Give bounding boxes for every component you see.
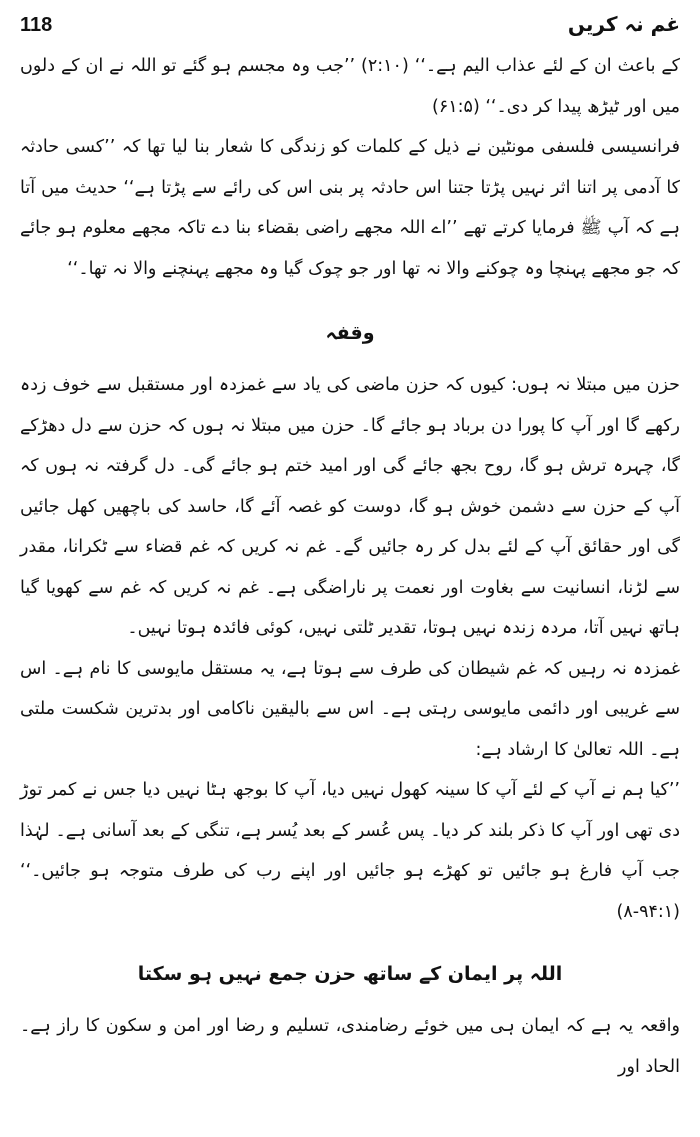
page-header — [20, 12, 680, 46]
running-title: غم نہ کریں — [567, 12, 680, 36]
page-number: 118 — [20, 14, 53, 36]
quran-quote-paragraph: ’’کیا ہم نے آپ کے لئے آپ کا سینہ کھول نہیں دیا، آپ کا بوجھ ہٹا نہیں دیا جس نے کمر توڑ دی تھی اور آپ کا ذکر بلند کر دیا۔ پس عُسر کے بعد یُسر ہے، تنگی کے بعد آسانی ہے۔ لہٰذا جب آپ فارغ ہو جائیں تو کھڑے ہو جائیں اور اپنے رب کی طرف متوجہ ہو جائیں۔‘‘ (۹۴:۱-۸) — [20, 780, 680, 922]
section-heading: اللہ پر ایمان کے ساتھ حزن جمع نہیں ہو سکتا — [137, 963, 563, 985]
paragraph: واقعہ یہ ہے کہ ایمان ہی میں خوئے رضامندی، تسلیم و رضا اور امن و سکون کا راز ہے۔ الحاد اور — [20, 1016, 680, 1077]
paragraph: فرانسیسی فلسفی مونٹین نے ذیل کے کلمات کو زندگی کا شعار بنا لیا تھا کہ ’’کسی حادثہ کا آدمی پر اتنا اثر نہیں پڑتا جتنا اس حادثہ پر بنی اس کی رائے سے پڑتا ہے‘‘ حدیث میں آتا ہے کہ آپ ﷺ فرمایا کرتے تھے ’’اے اللہ مجھے راضی بقضاء بنا دے تاکہ مجھے معلوم ہو جائے کہ جو مجھے پہنچا وہ چوکنے والا نہ تھا اور جو چوک گیا وہ مجھے پہنچنے والا نہ تھا۔‘‘ — [20, 137, 680, 279]
section-heading: وقفہ — [325, 322, 375, 344]
body-text — [20, 46, 680, 1087]
paragraph: کے باعث ان کے لئے عذاب الیم ہے۔‘‘ (۲:۱۰) ’’جب وہ مجسم ہو گئے تو اللہ نے ان کے دلوں میں اور ٹیڑھ پیدا کر دی۔‘‘ (۶۱:۵) — [20, 56, 680, 117]
paragraph: غمزدہ نہ رہیں کہ غم شیطان کی طرف سے ہوتا ہے، یہ مستقل مایوسی کا نام ہے۔ اس سے غریبی اور دائمی مایوسی رہتی ہے۔ اس سے بالیقین ناکامی اور بدترین شکست ملتی ہے۔ اللہ تعالیٰ کا ارشاد ہے: — [20, 658, 680, 760]
paragraph: حزن میں مبتلا نہ ہوں: کیوں کہ حزن ماضی کی یاد سے غمزدہ اور مستقبل سے خوف زدہ رکھے گا اور آپ کا پورا دن برباد ہو جائے گا۔ حزن میں مبتلا نہ ہوں کہ حزن سے دل دھڑکے گا، چہرہ ترش ہو گا، روح بجھ جائے گی اور امید ختم ہو جائے گی۔ دل گرفتہ نہ ہوں کہ آپ کے حزن سے دشمن خوش ہو گا، دوست کو غصہ آئے گا، حاسد کی باچھیں کھل جائیں گی اور حقائق آپ کے لئے بدل کر رہ جائیں گے۔ غم نہ کریں کہ غم قضاء سے ٹکرانا، مقدر سے لڑنا، انسانیت سے بغاوت اور نعمت پر ناراضگی ہے۔ غم نہ کریں کہ غم سے کھویا گیا ہاتھ نہیں آتا، مردہ زندہ نہیں ہوتا، تقدیر ٹلتی نہیں، کوئی فائدہ ہوتا نہیں۔ — [20, 375, 680, 638]
